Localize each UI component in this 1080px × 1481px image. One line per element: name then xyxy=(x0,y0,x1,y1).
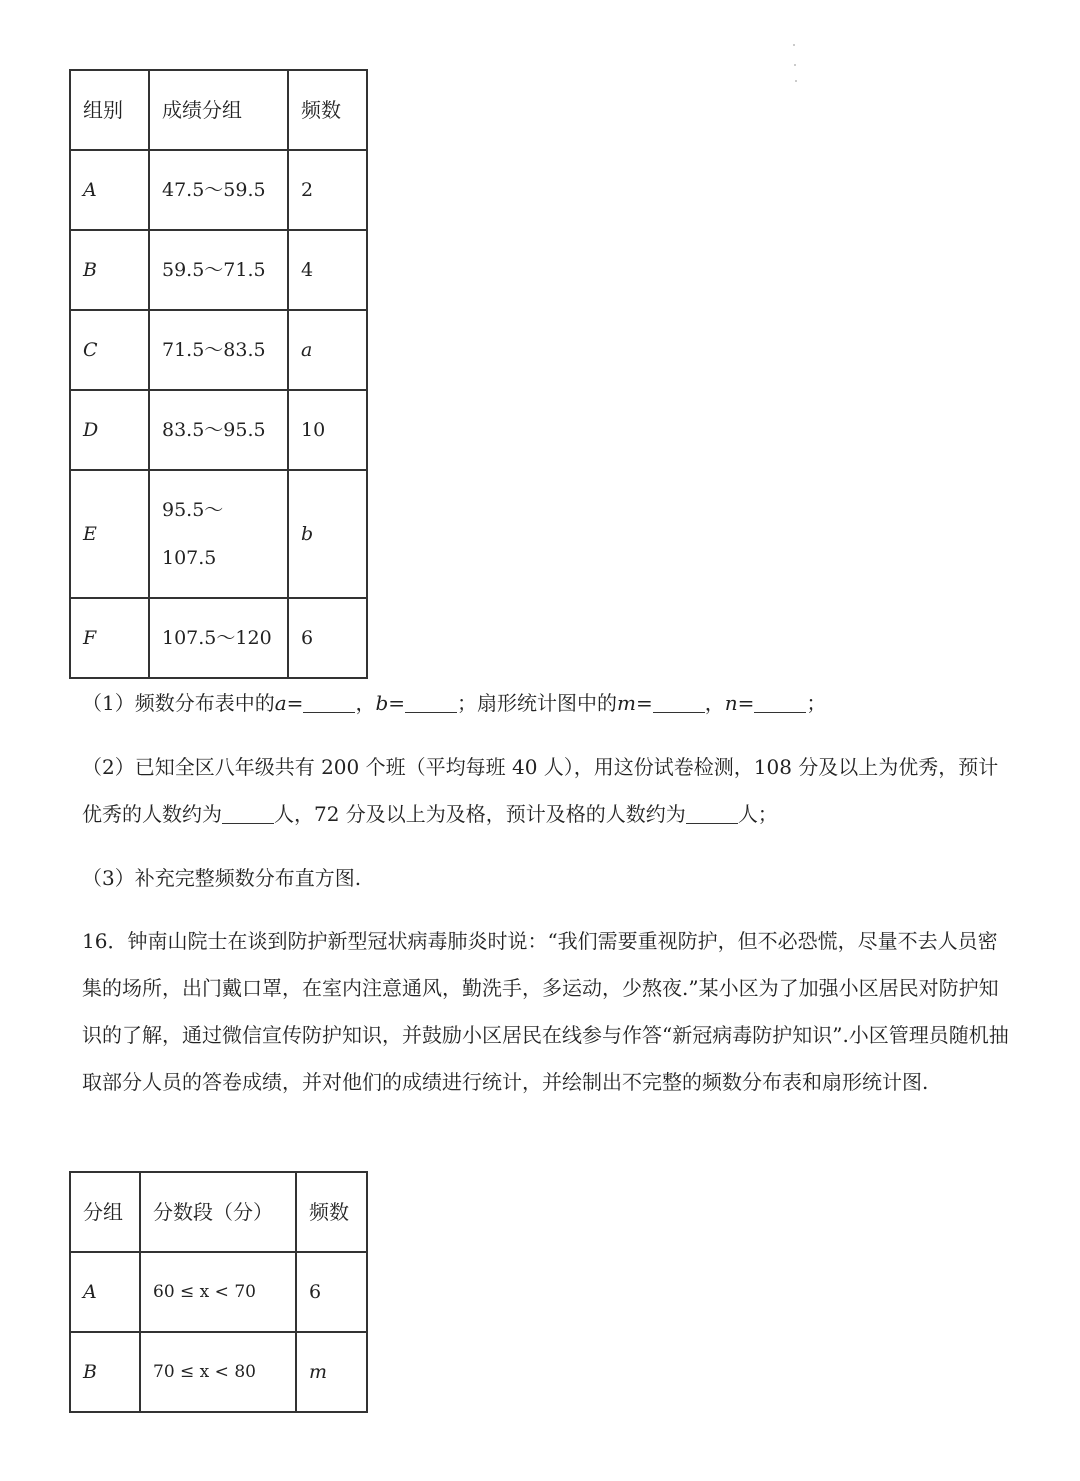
q1-mid: 扇形统计图中的 xyxy=(477,691,618,715)
scan-speck xyxy=(795,80,797,82)
frequency-cell: 4 xyxy=(288,230,367,310)
range-line-2: 107.5 xyxy=(162,547,217,569)
frequency-cell: 6 xyxy=(296,1252,367,1332)
frequency-cell: 6 xyxy=(288,598,367,678)
comma: ， xyxy=(355,691,376,715)
range-line-1: 95.5～ xyxy=(162,499,224,521)
table-row xyxy=(70,1332,367,1412)
table-row xyxy=(70,310,367,390)
q1-prefix: （1）频数分布表中的 xyxy=(82,691,275,715)
table-row xyxy=(70,598,367,678)
equals-sign: = xyxy=(388,691,406,715)
score-frequency-table xyxy=(69,69,368,679)
answer-blank[interactable] xyxy=(754,692,806,713)
header-frequency: 频数 xyxy=(296,1172,367,1252)
group-cell: C xyxy=(70,310,149,390)
header-group: 组别 xyxy=(70,70,149,150)
group-cell: E xyxy=(70,470,149,598)
scan-speck xyxy=(794,64,796,66)
var-n: n xyxy=(724,691,738,715)
question-2 xyxy=(82,744,1012,838)
frequency-cell: 10 xyxy=(288,390,367,470)
q2-part-3: 人； xyxy=(737,802,778,826)
semicolon: ； xyxy=(806,691,827,715)
frequency-cell: a xyxy=(288,310,367,390)
equals-sign: = xyxy=(635,691,653,715)
frequency-cell: 2 xyxy=(288,150,367,230)
group-cell: D xyxy=(70,390,149,470)
equals-sign: = xyxy=(286,691,304,715)
comma: ， xyxy=(704,691,725,715)
group-cell: F xyxy=(70,598,149,678)
range-cell: 83.5～95.5 xyxy=(149,390,288,470)
group-cell: B xyxy=(70,230,149,310)
frequency-cell: m xyxy=(296,1332,367,1412)
question-3: （3）补充完整频数分布直方图. xyxy=(82,866,362,890)
question-1 xyxy=(82,680,1012,727)
range-cell: 107.5～120 xyxy=(149,598,288,678)
range-cell xyxy=(149,470,288,598)
answer-blank[interactable] xyxy=(653,692,705,713)
q2-part-2: 人，72 分及以上为及格，预计及格的人数约为 xyxy=(274,802,686,826)
q2-part-1: （2）已知全区八年级共有 200 个班（平均每班 40 人），用这份试卷检测，108 分及以上为优秀，预计优秀的人数约为 xyxy=(82,755,999,826)
var-a: a xyxy=(274,691,287,715)
group-cell: A xyxy=(70,150,149,230)
group-cell: A xyxy=(70,1252,140,1332)
range-cell: 59.5～71.5 xyxy=(149,230,288,310)
table-row xyxy=(70,1252,367,1332)
range-cell: 70 ≤ x < 80 xyxy=(140,1332,296,1412)
answer-blank[interactable] xyxy=(303,692,355,713)
answer-blank[interactable] xyxy=(222,803,274,824)
problem-16: 16．钟南山院士在谈到防护新型冠状病毒肺炎时说：“我们需要重视防护，但不必恐慌，尽量不去人员密集的场所，出门戴口罩，在室内注意通风，勤洗手，多运动，少熬夜.”某小区为了加强小区居民对防护知识的了解，通过微信宣传防护知识，并鼓励小区居民在线参与作答“新冠病毒防护知识”.小区管理员随机抽取部分人员的答卷成绩，并对他们的成绩进行统计，并绘制出不完整的频数分布表和扇形统计图. xyxy=(82,929,1009,1094)
table-row xyxy=(70,230,367,310)
header-frequency: 频数 xyxy=(288,70,367,150)
range-cell: 47.5～59.5 xyxy=(149,150,288,230)
var-b: b xyxy=(375,691,389,715)
table-row xyxy=(70,470,367,598)
scan-speck xyxy=(793,44,795,46)
table-row xyxy=(70,390,367,470)
equals-sign: = xyxy=(737,691,755,715)
range-cell: 60 ≤ x < 70 xyxy=(140,1252,296,1332)
range-cell: 71.5～83.5 xyxy=(149,310,288,390)
table-row xyxy=(70,150,367,230)
var-m: m xyxy=(617,691,636,715)
header-group: 分组 xyxy=(70,1172,140,1252)
header-score-segment: 分数段（分） xyxy=(140,1172,296,1252)
score-segment-table xyxy=(69,1171,368,1413)
frequency-cell: b xyxy=(288,470,367,598)
answer-blank[interactable] xyxy=(686,803,738,824)
semicolon: ； xyxy=(457,691,478,715)
answer-blank[interactable] xyxy=(405,692,457,713)
header-score-range: 成绩分组 xyxy=(149,70,288,150)
group-cell: B xyxy=(70,1332,140,1412)
